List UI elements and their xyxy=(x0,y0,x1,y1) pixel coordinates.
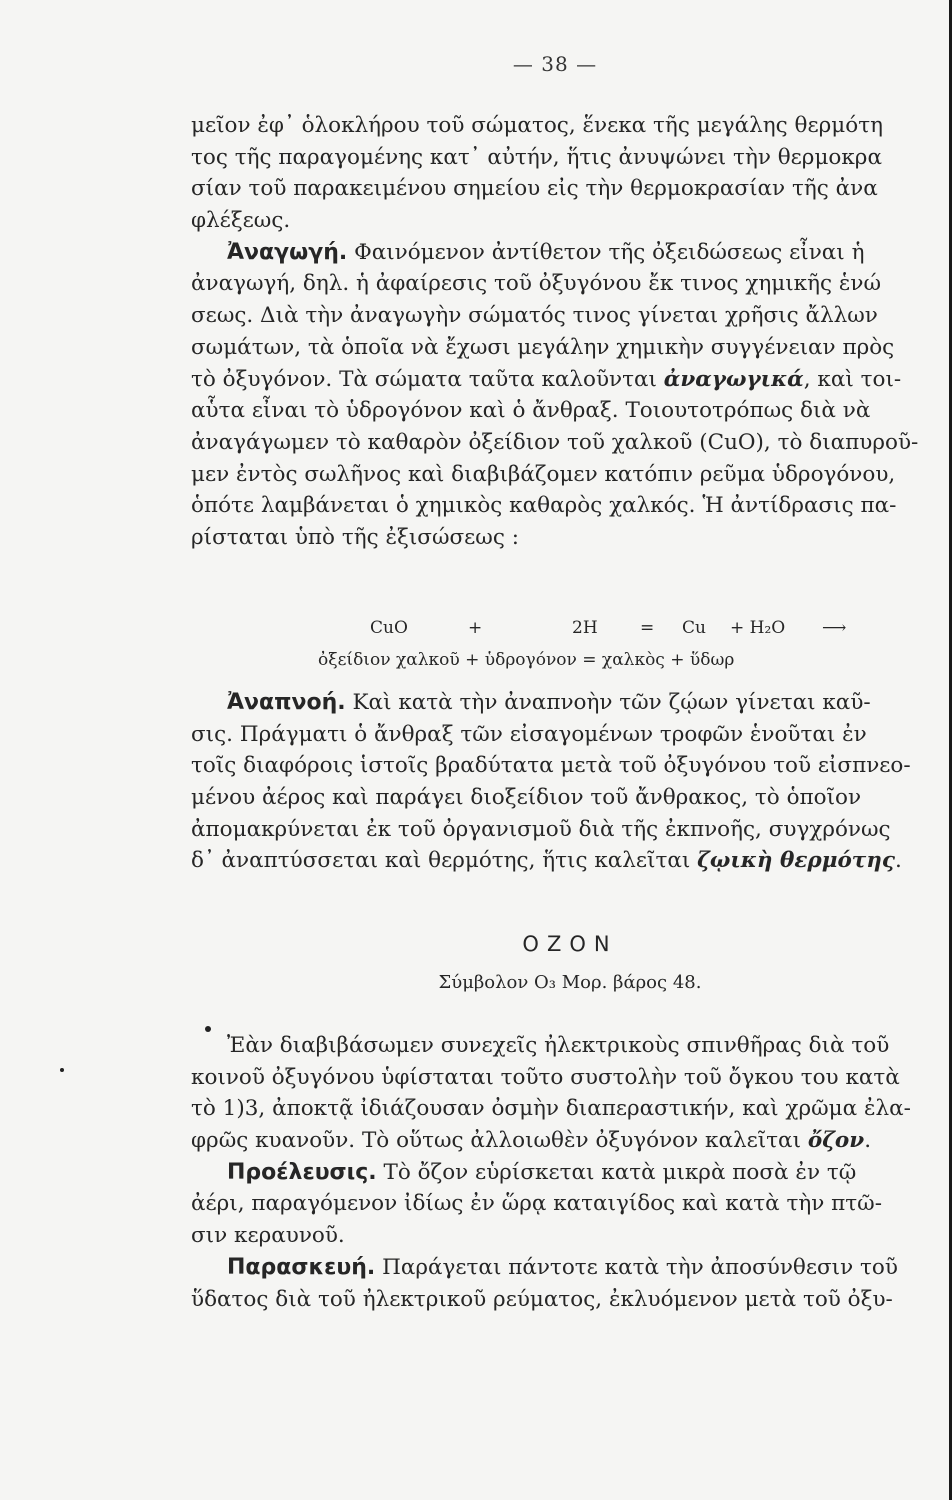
proeleusis-heading-line xyxy=(191,1157,911,1189)
text-run: τὸ ὀξυγόνον. Τὰ σώματα ταῦτα καλοῦνται xyxy=(191,366,664,392)
term-zoiki-thermotis: ζῳικὴ θερμότης xyxy=(697,848,895,874)
term-ozon: ὄζον xyxy=(807,1128,865,1154)
text-run: φρῶς κυανοῦν. Τὸ οὕτως ἀλλοιωθὲν ὀξυγόνον καλεῖται xyxy=(191,1128,808,1154)
text-line: μένου ἀέρος καὶ παράγει διοξείδιον τοῦ ἄνθρακος, τὸ ὁποῖον xyxy=(191,785,862,811)
section-heading-anapnoi: Ἀναπνοή. xyxy=(227,690,346,715)
text-block-ozon xyxy=(191,1030,911,1315)
text-line: φλέξεως. xyxy=(191,208,291,234)
text-run: Καὶ κατὰ τὴν ἀναπνοὴν τῶν ζῴων γίνεται καῦ- xyxy=(345,690,871,715)
text-line: αὗτα εἶναι τὸ ὑδρογόνον καὶ ὁ ἄνθραξ. Τοιουτοτρόπως διὰ νὰ xyxy=(191,398,871,424)
text-run: . xyxy=(864,1128,872,1154)
ozon-title: ΟΖΟΝ xyxy=(522,932,618,956)
text-block-top xyxy=(191,110,918,554)
text-line: μεν ἐντὸς σωλῆνος καὶ διαβιβάζομεν κατόπιν ρεῦμα ὑδρογόνου, xyxy=(191,461,896,487)
eq-plus: + xyxy=(468,618,483,638)
text-run: Φαινόμενον ἀντίθετον τῆς ὀξειδώσεως εἶναι ἡ xyxy=(347,239,865,265)
page-number: — 38 — xyxy=(512,52,598,76)
text-line: τοῖς διαφόροις ἱστοῖς βραδύτατα μετὰ τοῦ ὀξυγόνου τοῦ εἰσπνεο- xyxy=(191,753,911,779)
eq-h2o: + H₂O xyxy=(730,618,786,638)
anapnoi-heading-line xyxy=(191,687,911,719)
eq-equals: = xyxy=(640,618,655,638)
text-line: ρίσταται ὑπὸ τῆς ἐξισώσεως : xyxy=(191,524,519,550)
text-run: , καὶ τοι- xyxy=(803,366,902,392)
anagogi-heading-line xyxy=(191,237,918,269)
text-line: ἀναγωγή, δηλ. ἡ ἀφαίρεσις τοῦ ὀξυγόνου ἔκ τινος χημικῆς ἑνώ xyxy=(191,271,881,297)
text-line: ἀναγάγωμεν τὸ καθαρὸν ὀξείδιον τοῦ χαλκοῦ (CuO), τὸ διαπυροῦ- xyxy=(191,429,919,455)
text-run: δ᾽ ἀναπτύσσεται καὶ θερμότης, ἥτις καλεῖται xyxy=(191,848,698,874)
ozon-subtitle: Σύμβολον O₃ Μορ. βάρος 48. xyxy=(438,972,702,993)
section-heading-paraskevi: Παρασκευή. xyxy=(227,1254,376,1280)
text-block-anapnoi xyxy=(191,687,911,877)
eq-cu: Cu xyxy=(682,618,706,638)
text-line xyxy=(191,1125,911,1157)
eq-cuo: CuO xyxy=(370,618,408,638)
text-line: σεως. Διὰ τὴν ἀναγωγὴν σώματός τινος γίνεται χρῆσις ἄλλων xyxy=(191,303,878,329)
text-line xyxy=(191,845,911,877)
eq-words: ὀξείδιον χαλκοῦ + ὑδρογόνον = χαλκὸς + ὕδωρ xyxy=(318,650,735,670)
text-line: ὁπότε λαμβάνεται ὁ χημικὸς καθαρὸς χαλκός. Ἡ ἀντίδρασις πα- xyxy=(191,493,897,519)
section-heading-anagogi: Ἀναγωγή. xyxy=(227,239,348,265)
arrow-icon: ⟶ xyxy=(822,618,847,638)
text-run: Τὸ ὄζον εὑρίσκεται κατὰ μικρὰ ποσὰ ἐν τῷ xyxy=(376,1159,857,1185)
ink-mark xyxy=(60,1068,64,1072)
text-line: κοινοῦ ὀξυγόνου ὑφίσταται τοῦτο συστολὴν τοῦ ὄγκου του κατὰ xyxy=(191,1064,900,1090)
text-line: ἀέρι, παραγόμενον ἰδίως ἐν ὥρᾳ καταιγίδος καὶ κατὰ τὴν πτῶ- xyxy=(191,1191,882,1217)
text-line: τος τῆς παραγομένης κατ᾽ αὐτήν, ἥτις ἀνυψώνει τὴν θερμοκρα xyxy=(191,144,882,170)
section-heading-proeleusis: Προέλευσις. xyxy=(227,1159,377,1185)
text-line: σωμάτων, τὰ ὁποῖα νὰ ἔχωσι μεγάλην χημικὴν συγγένειαν πρὸς xyxy=(191,334,895,360)
text-run: Παράγεται πάντοτε κατὰ τὴν ἀποσύνθεσιν τοῦ xyxy=(375,1254,898,1280)
text-line: τὸ 1)3, ἀποκτᾷ ἰδιάζουσαν ὀσμὴν διαπεραστικήν, καὶ χρῶμα ἐλα- xyxy=(191,1096,911,1122)
text-line: Ἐὰν διαβιβάσωμεν συνεχεῖς ἠλεκτρικοὺς σπινθῆρας διὰ τοῦ xyxy=(227,1033,890,1058)
text-line: σίαν τοῦ παρακειμένου σημείου εἰς τὴν θερμοκρασίαν τῆς ἀνα xyxy=(191,176,878,202)
text-line xyxy=(191,364,918,396)
text-line: μεῖον ἐφ᾽ ὁλοκλήρου τοῦ σώματος, ἕνεκα τῆς μεγάλης θερμότη xyxy=(191,113,883,138)
text-line: ἀπομακρύνεται ἐκ τοῦ ὀργανισμοῦ διὰ τῆς ἐκπνοῆς, συγχρόνως xyxy=(191,816,891,842)
text-line: σις. Πράγματι ὁ ἄνθραξ τῶν εἰσαγομένων τροφῶν ἑνοῦται ἐν xyxy=(191,721,867,747)
paraskevi-heading-line xyxy=(191,1252,911,1284)
eq-2h: 2H xyxy=(572,618,598,638)
text-run: . xyxy=(894,848,902,874)
text-line: ὕδατος διὰ τοῦ ἠλεκτρικοῦ ρεύματος, ἐκλυόμενον μετὰ τοῦ ὀξυ- xyxy=(191,1286,893,1312)
term-anagogika: ἀναγωγικά xyxy=(663,366,804,392)
text-line: σιν κεραυνοῦ. xyxy=(191,1223,345,1249)
